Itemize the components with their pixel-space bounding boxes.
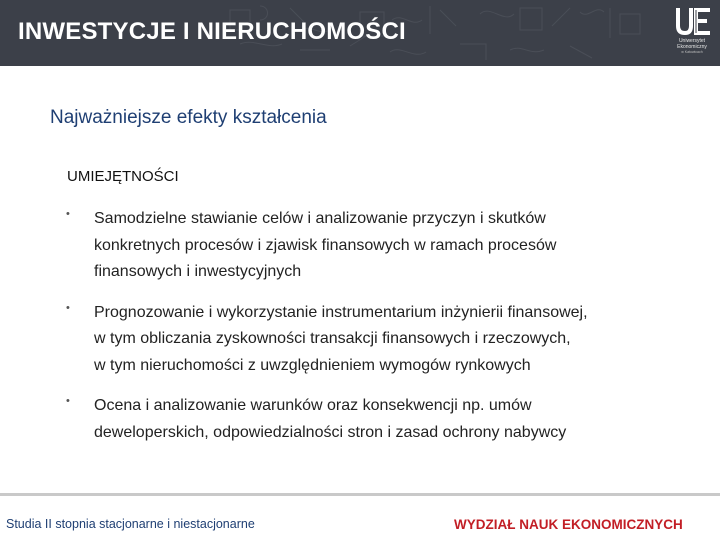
bullet-text-line: Ocena i analizowanie warunków oraz konsekwencji np. umów xyxy=(94,397,532,414)
bullet-text-line: w tym nieruchomości z uwzględnieniem wymogów rynkowych xyxy=(94,356,531,374)
bullet-text-line: konkretnych procesów i zjawisk finansowych w ramach procesów xyxy=(94,236,557,254)
footer-divider xyxy=(0,493,720,496)
bullet-item-2 xyxy=(66,300,686,380)
bullet-text-line: finansowych i inwestycyjnych xyxy=(94,263,302,280)
bullet-icon: • xyxy=(66,301,70,314)
footer-faculty-name: WYDZIAŁ NAUK EKONOMICZNYCH xyxy=(454,517,683,532)
university-logo xyxy=(668,6,716,62)
slide-subtitle: Najważniejsze efekty kształcenia xyxy=(50,107,327,128)
bullet-item-1 xyxy=(66,206,686,286)
bullet-text-line: w tym obliczania zyskowności transakcji finansowych i rzeczowych, xyxy=(94,330,571,347)
bullet-icon: • xyxy=(66,395,70,407)
bullet-item-3 xyxy=(66,393,686,446)
bullet-list xyxy=(66,206,686,460)
bullet-icon: • xyxy=(66,208,70,220)
section-heading: UMIEJĘTNOŚCI xyxy=(67,168,179,185)
page-title: INWESTYCJE I NIERUCHOMOŚCI xyxy=(18,18,406,45)
footer-study-mode: Studia II stopnia stacjonarne i niestacjonarne xyxy=(6,517,255,531)
header-bar xyxy=(0,0,720,66)
bullet-text-line: Prognozowanie i wykorzystanie instrumentarium inżynierii finansowej, xyxy=(94,303,588,321)
bullet-text-line: Samodzielne stawianie celów i analizowanie przyczyn i skutków xyxy=(94,210,546,227)
university-logo-icon xyxy=(672,6,712,38)
logo-text-line-3: w Katowicach xyxy=(681,50,703,54)
logo-text-line-2: Ekonomiczny xyxy=(677,44,707,50)
bullet-text-line: deweloperskich, odpowiedzialności stron i zasad ochrony nabywcy xyxy=(94,423,567,441)
logo-text-line-1: Uniwersytet xyxy=(678,38,706,44)
